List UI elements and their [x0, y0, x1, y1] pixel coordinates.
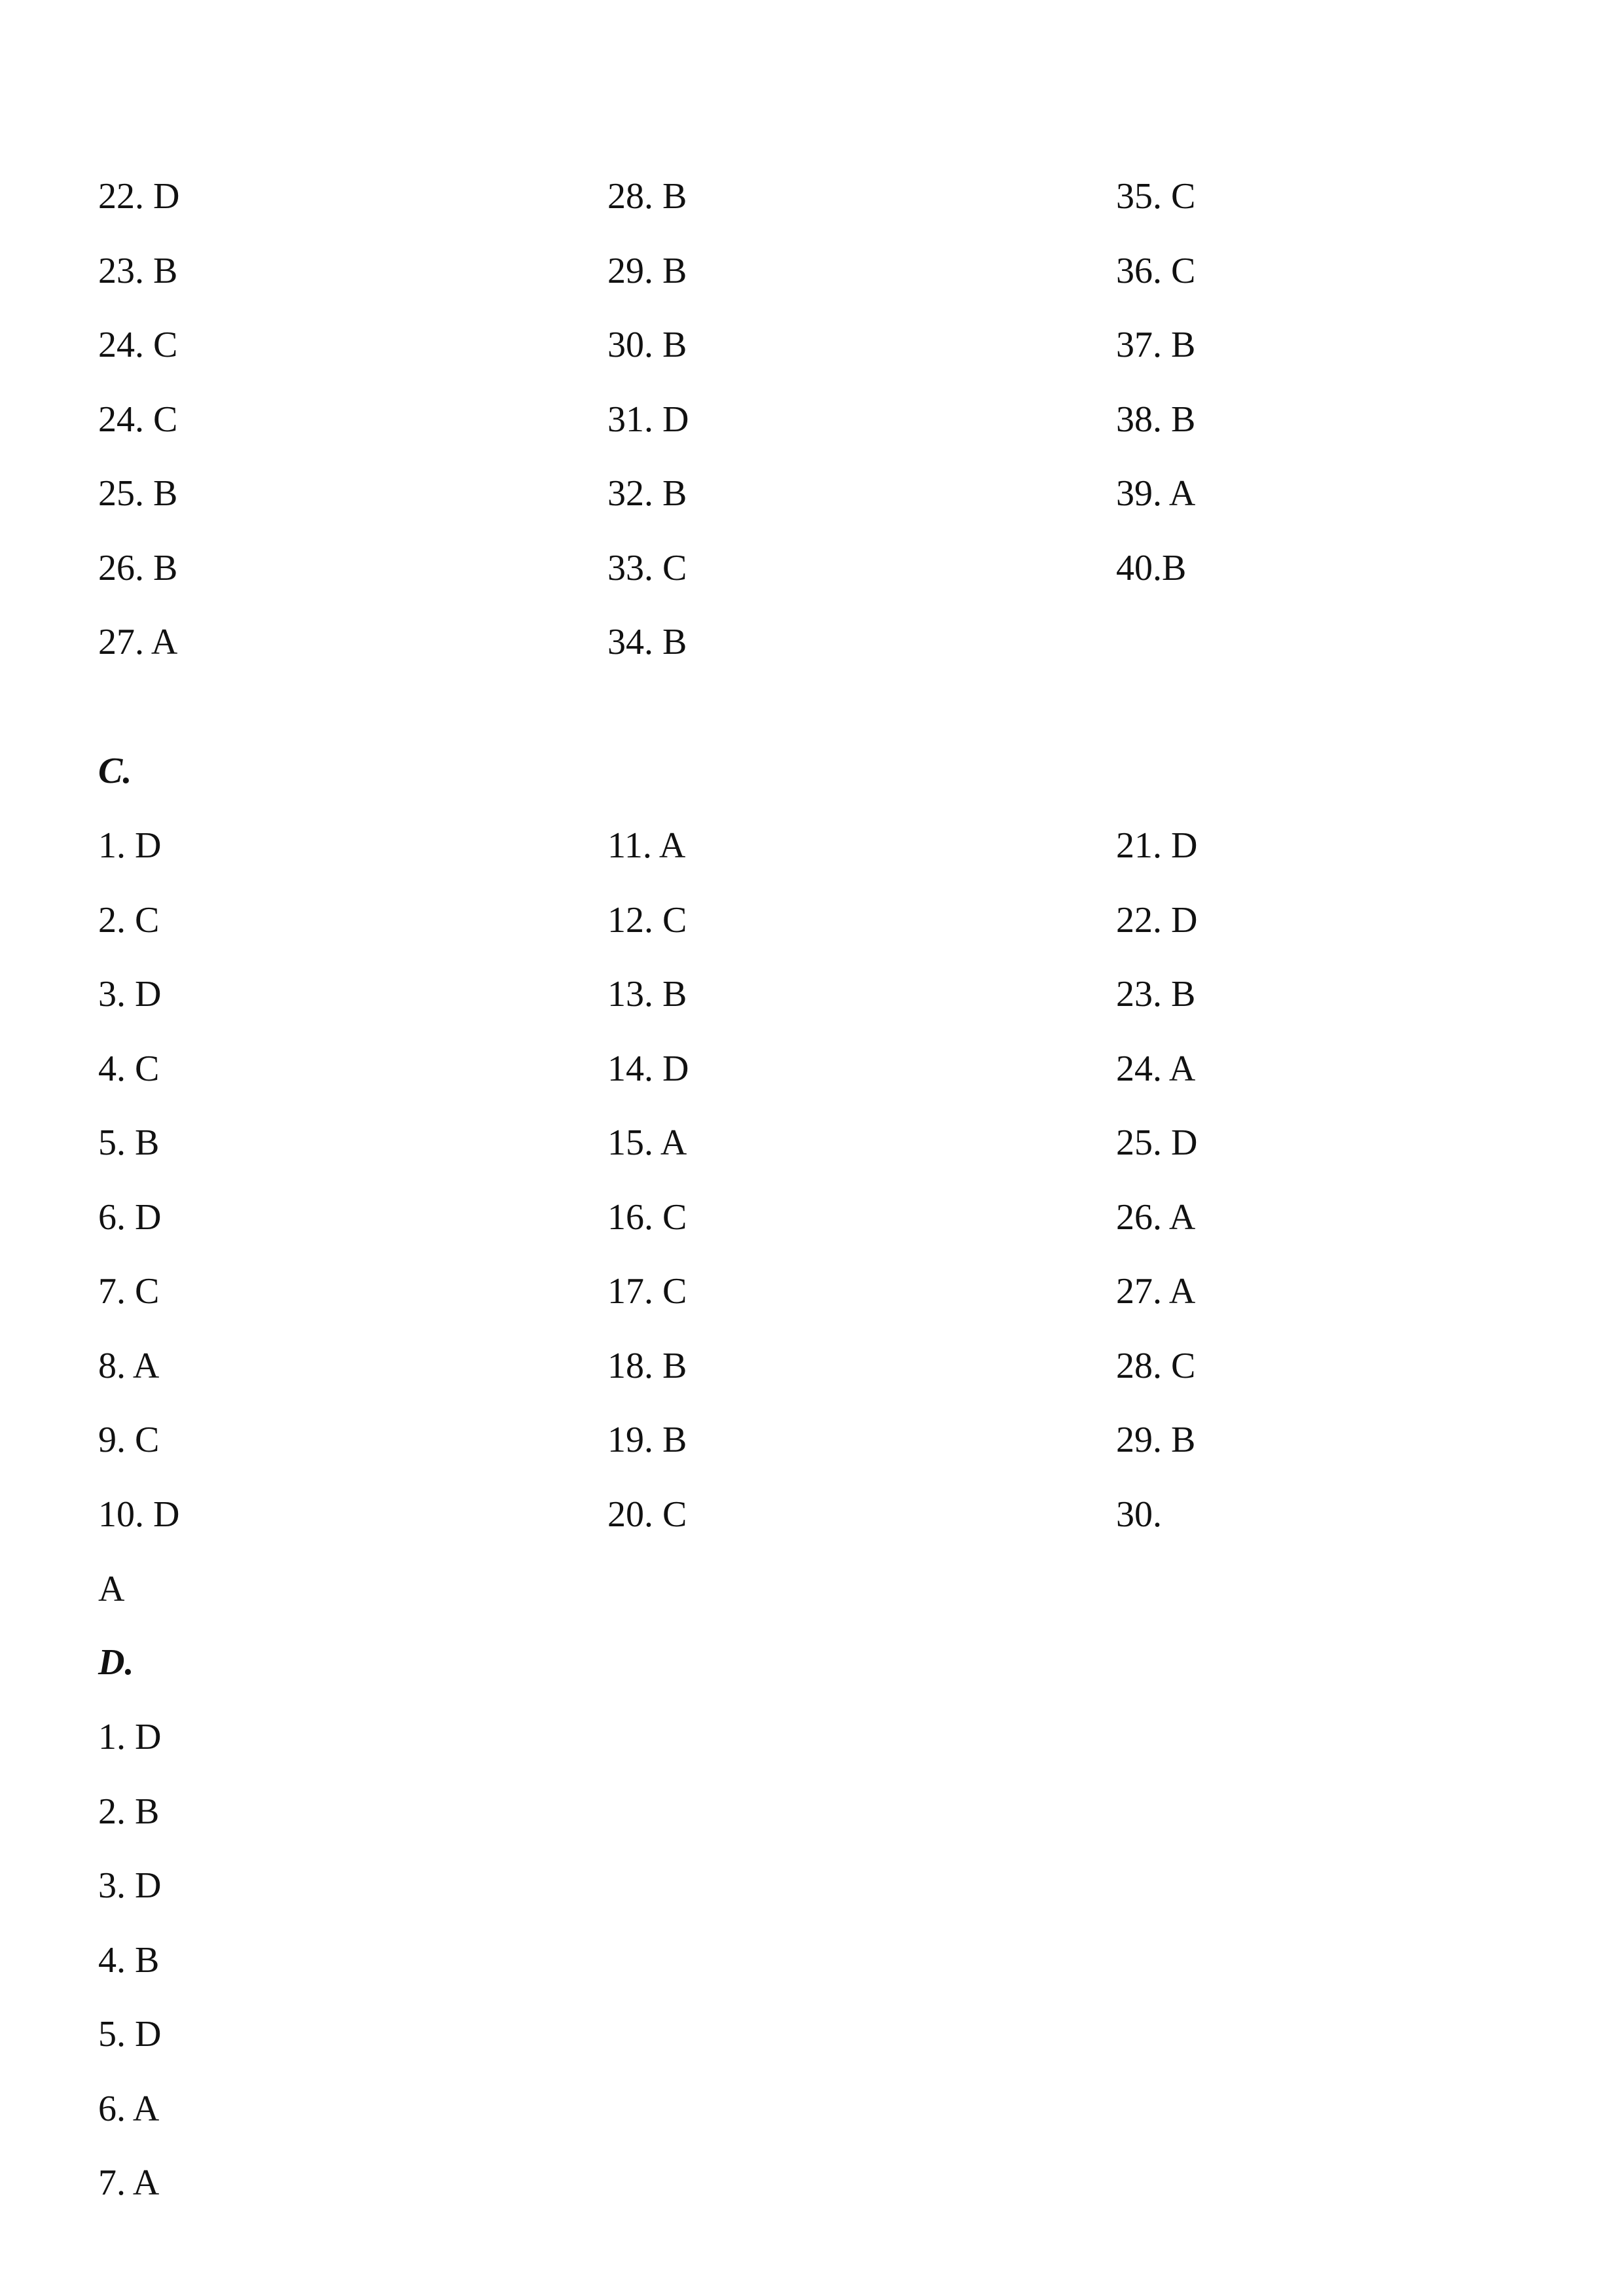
answer-row: [98, 1259, 1604, 1333]
answer-item: 30. B: [607, 325, 687, 365]
answer-item: 3. D: [98, 974, 162, 1014]
answer-row: [98, 813, 1604, 888]
answer-item: 31. D: [607, 399, 689, 440]
answer-item: 3. D: [98, 1865, 162, 1906]
answer-row: [98, 961, 1604, 1036]
answer-row: [98, 238, 1604, 313]
answer-item: 29. B: [1116, 1420, 1196, 1460]
answer-row: [98, 461, 1604, 535]
answer-row: [98, 609, 1604, 684]
answer-item: 23. B: [98, 250, 178, 291]
answer-item: 12. C: [607, 899, 687, 941]
answer-item: 17. C: [607, 1271, 687, 1312]
answer-row: [98, 2150, 1604, 2225]
answer-item: 11. A: [607, 825, 686, 866]
answer-row: [98, 2001, 1604, 2076]
answer-item: 8. A: [98, 1345, 160, 1386]
answer-item: 19. B: [607, 1420, 687, 1460]
answer-item: 22. D: [1116, 899, 1198, 941]
answer-row: [98, 1036, 1604, 1111]
answer-item: 1. D: [98, 825, 162, 866]
answer-item: 6. D: [98, 1196, 162, 1238]
answer-row: [98, 888, 1604, 962]
answer-row: [98, 1704, 1604, 1779]
answer-item: 9. C: [98, 1420, 160, 1460]
answer-item: 40.B: [1116, 547, 1187, 588]
answer-item: 18. B: [607, 1345, 687, 1386]
answer-item: 23. B: [1116, 974, 1196, 1014]
answer-row: [98, 1482, 1604, 1556]
answer-item: 24. C: [98, 325, 178, 365]
answer-item: 15. A: [607, 1122, 687, 1163]
answer-row: [98, 164, 1604, 238]
answer-row: [98, 1928, 1604, 2002]
answer-item: 13. B: [607, 974, 687, 1014]
section-heading-c: C.: [98, 751, 132, 791]
answer-item: 28. C: [1116, 1345, 1196, 1386]
answer-item: 30.: [1116, 1494, 1162, 1535]
answer-item: 36. C: [1116, 250, 1196, 291]
answer-row: [98, 2076, 1604, 2151]
answer-row: [98, 1853, 1604, 1928]
answer-grid-section-c: [98, 813, 1604, 1556]
answer-item: 24. A: [1116, 1048, 1196, 1089]
answer-item: 2. C: [98, 899, 160, 941]
answer-item: 27. A: [1116, 1271, 1196, 1312]
answer-item: 4. C: [98, 1048, 160, 1089]
answer-item: 6. A: [98, 2088, 160, 2129]
answer-item: 26. A: [1116, 1196, 1196, 1238]
answer-item: 26. B: [98, 547, 178, 588]
answer-item: 4. B: [98, 1939, 160, 1981]
answer-item: 27. A: [98, 622, 178, 662]
answer-list-section-d: [98, 1704, 1604, 2225]
answer-row: [98, 1110, 1604, 1185]
answer-row: [98, 1407, 1604, 1482]
answer-row: [98, 312, 1604, 387]
section-heading-d: D.: [98, 1642, 134, 1683]
answer-item: 7. C: [98, 1271, 160, 1312]
answer-item: 35. C: [1116, 176, 1196, 217]
answer-item: 29. B: [607, 250, 687, 291]
answer-item: 20. C: [607, 1494, 687, 1535]
answer-row: [98, 535, 1604, 610]
answer-row: [98, 1185, 1604, 1259]
answer-item: 1. D: [98, 1717, 162, 1757]
wrapped-answer: A: [98, 1569, 125, 1609]
answer-item: 22. D: [98, 176, 180, 217]
answer-item: 25. B: [98, 473, 178, 514]
answer-item: 5. B: [98, 1122, 160, 1163]
answer-item: 5. D: [98, 2014, 162, 2054]
answer-item: 37. B: [1116, 325, 1196, 365]
answer-item: 16. C: [607, 1196, 687, 1238]
answer-item: 25. D: [1116, 1122, 1198, 1163]
answer-item: 24. C: [98, 399, 178, 440]
answer-item: 33. C: [607, 547, 687, 588]
answer-item: 32. B: [607, 473, 687, 514]
answer-row: [98, 1779, 1604, 1854]
answer-item: 38. B: [1116, 399, 1196, 440]
answer-item: 28. B: [607, 176, 687, 217]
answer-item: 14. D: [607, 1048, 689, 1089]
answer-item: 2. B: [98, 1791, 160, 1832]
answer-item: 34. B: [607, 622, 687, 662]
answer-item: 7. A: [98, 2162, 160, 2203]
answer-row: [98, 387, 1604, 461]
answer-row: [98, 1333, 1604, 1408]
answer-item: 21. D: [1116, 825, 1198, 866]
answer-item: 10. D: [98, 1494, 180, 1535]
answer-item: 39. A: [1116, 473, 1196, 514]
answer-grid-section-b: [98, 164, 1604, 684]
